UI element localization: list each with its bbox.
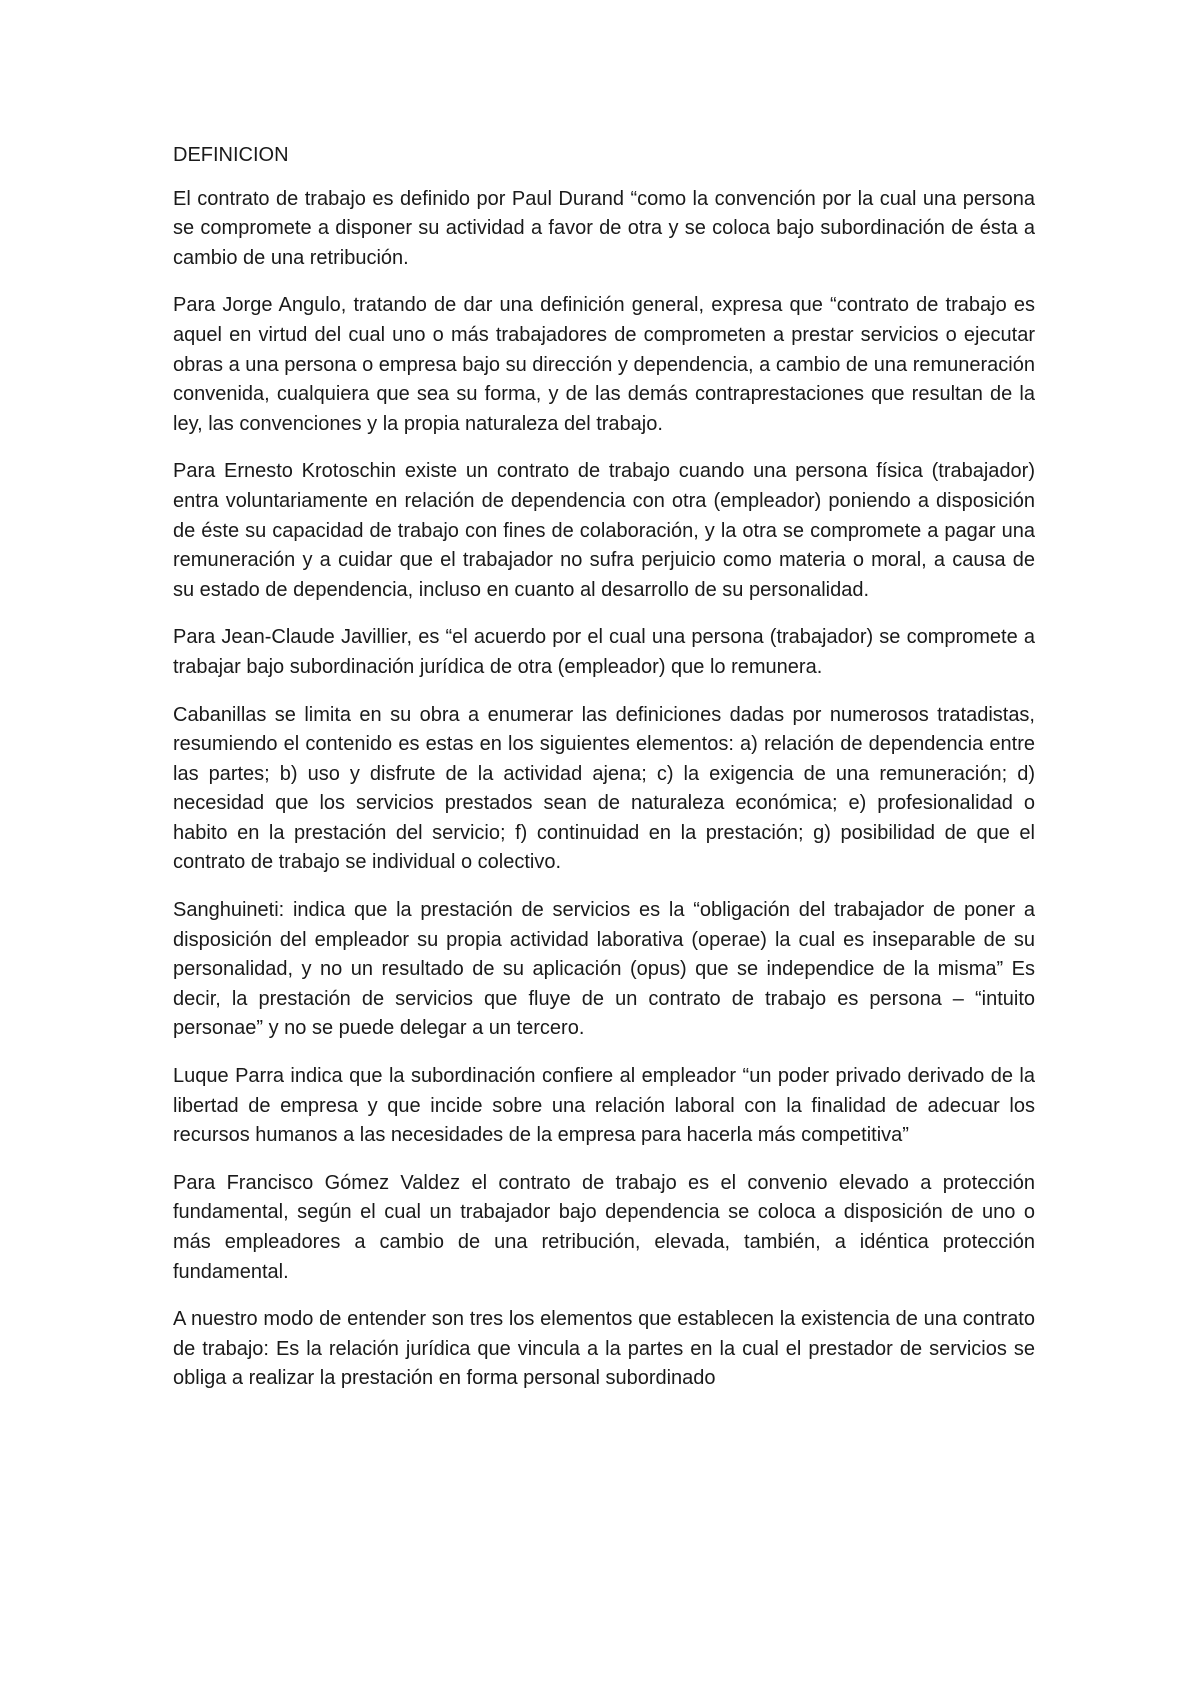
paragraph-sanghuineti: Sanghuineti: indica que la prestación de servicios es la “obligación del trabajador de poner a disposición del empleador su propia actividad laborativa (operae) la cual es inseparable de su personalidad, y no un resultado de su aplicación (opus) que se independice de la misma” Es decir, la prestación de servicios que fluye de un contrato de trabajo es persona – “intuito personae” y no se puede delegar a un tercero. [173, 899, 1035, 1040]
paragraph-durand: El contrato de trabajo es definido por Paul Durand “como la convención por la cual una persona se compromete a disponer su actividad a favor de otra y se coloca bajo subordinación de ésta a cambio de una retribución. [173, 187, 1035, 269]
paragraph-gomez-valdez: Para Francisco Gómez Valdez el contrato de trabajo es el convenio elevado a protección fundamental, según el cual un trabajador bajo dependencia se coloca a disposición de uno o más empleadores a cambio de una retribución, elevada, también, a idéntica protección fundamental. [173, 1171, 1035, 1283]
document-page [173, 141, 1035, 1412]
paragraph-conclusion: A nuestro modo de entender son tres los elementos que establecen la existencia de una contrato de trabajo: Es la relación jurídica que vincula a la partes en la cual el prestador de servicios se obliga a realizar la prestación en forma personal subordinado [173, 1308, 1035, 1390]
paragraph-angulo: Para Jorge Angulo, tratando de dar una definición general, expresa que “contrato de trabajo es aquel en virtud del cual uno o más trabajadores de comprometen a prestar servicios o ejecutar obras a una persona o empresa bajo su dirección y dependencia, a cambio de una remuneración convenida, cualquiera que sea su forma, y de las demás contraprestaciones que resultan de la ley, las convenciones y la propia naturaleza del trabajo. [173, 294, 1035, 435]
paragraph-cabanillas: Cabanillas se limita en su obra a enumerar las definiciones dadas por numerosos tratadistas, resumiendo el contenido es estas en los siguientes elementos: a) relación de dependencia entre las partes; b) uso y disfrute de la actividad ajena; c) la exigencia de una remuneración; d) necesidad que los servicios prestados sean de naturaleza económica; e) profesionalidad o habito en la prestación del servicio; f) continuidad en la prestación; g) posibilidad de que el contrato de trabajo se individual o colectivo. [173, 703, 1035, 874]
document-heading: DEFINICION [173, 144, 289, 166]
paragraph-luque-parra: Luque Parra indica que la subordinación confiere al empleador “un poder privado derivado de la libertad de empresa y que incide sobre una relación laboral con la finalidad de adecuar los recursos humanos a las necesidades de la empresa para hacerla más competitiva” [173, 1065, 1035, 1147]
paragraph-krotoschin: Para Ernesto Krotoschin existe un contrato de trabajo cuando una persona física (trabajador) entra voluntariamente en relación de dependencia con otra (empleador) poniendo a disposición de éste su capacidad de trabajo con fines de colaboración, y la otra se compromete a pagar una remuneración y a cuidar que el trabajador no sufra perjuicio como materia o moral, a causa de su estado de dependencia, incluso en cuanto al desarrollo de su personalidad. [173, 460, 1035, 601]
paragraph-javillier: Para Jean-Claude Javillier, es “el acuerdo por el cual una persona (trabajador) se compromete a trabajar bajo subordinación jurídica de otra (empleador) que lo remunera. [173, 626, 1035, 678]
